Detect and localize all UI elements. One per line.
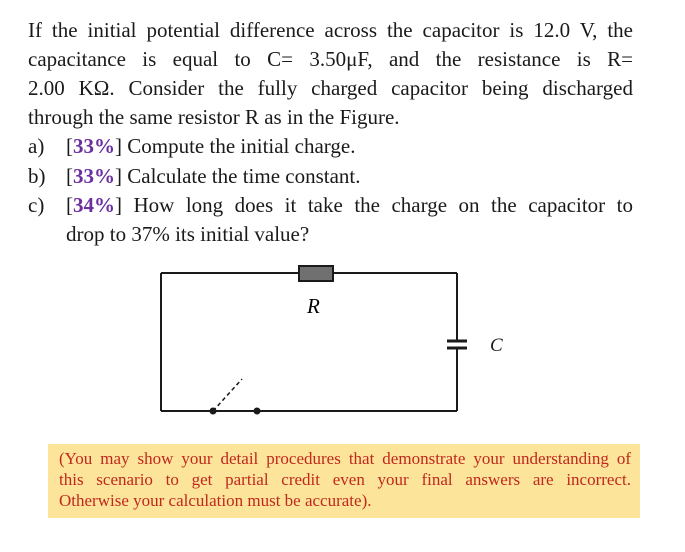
part-b: b) [33%] Calculate the time constant. xyxy=(28,162,633,191)
partial-credit-note xyxy=(48,444,640,518)
part-a-label: a) xyxy=(28,134,45,158)
statement-line-3: 2.00 KΩ. Consider the fully charged capacitor being discharged xyxy=(28,76,633,100)
part-a-weight: 33% xyxy=(73,134,115,158)
part-b-weight: 33% xyxy=(73,164,115,188)
statement-line-2: capacitance is equal to C= 3.50μF, and the resistance is R= xyxy=(28,47,633,71)
note-line-3: Otherwise your calculation must be accurate). xyxy=(59,491,372,510)
rc-circuit-diagram xyxy=(150,255,480,425)
note-line-2: this scenario to get partial credit even your final answers are incorrect. xyxy=(59,470,631,489)
part-c-label: c) xyxy=(28,193,45,217)
part-a-text: Compute the initial charge. xyxy=(127,134,356,158)
part-a: a) [33%] Compute the initial charge. xyxy=(28,132,633,161)
part-c: c) [34%] How long does it take the charge on the capacitor to drop to 37% its initial value? xyxy=(28,191,633,249)
part-c-text-line-2: drop to 37% its initial value? xyxy=(66,222,310,246)
statement-line-4: through the same resistor R as in the Figure. xyxy=(28,105,400,129)
part-b-text: Calculate the time constant. xyxy=(127,164,361,188)
part-c-text-line-1: How long does it take the charge on the capacitor to xyxy=(133,193,634,217)
switch-blade-open xyxy=(213,379,242,411)
resistor-label: R xyxy=(307,294,320,318)
part-b-label: b) xyxy=(28,164,46,188)
part-c-weight: 34% xyxy=(73,193,115,217)
statement-line-1: If the initial potential difference across the capacitor is 12.0 V, the xyxy=(28,18,633,42)
problem-statement xyxy=(28,16,633,132)
resistor xyxy=(299,266,333,281)
capacitor-label: C xyxy=(490,335,503,356)
note-line-1: (You may show your detail procedures that demonstrate your understanding of xyxy=(59,449,631,468)
